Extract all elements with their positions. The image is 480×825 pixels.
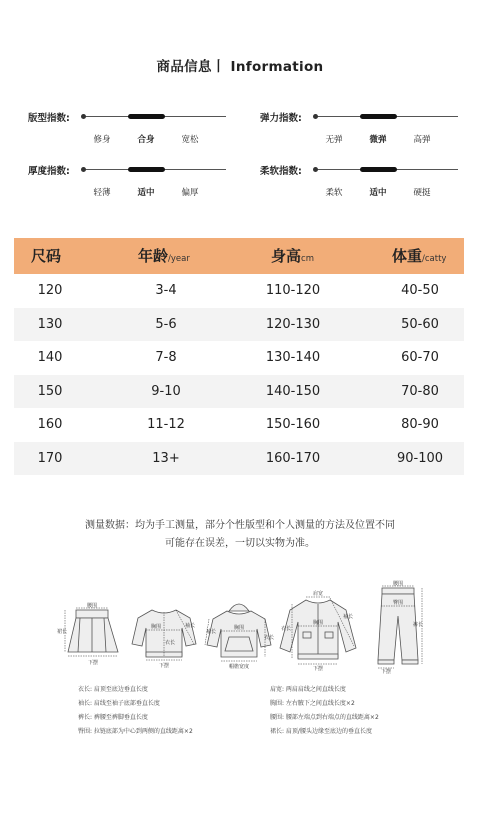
measurement-captions-left xyxy=(78,683,193,739)
jacket-length-label: 衣长 xyxy=(280,626,292,632)
cell-age: 3-4 xyxy=(155,283,177,298)
thickness-index-option: 偏厚 xyxy=(181,188,199,198)
jacket-hem-label: 下摆 xyxy=(312,666,324,672)
cell-height: 140-150 xyxy=(265,383,321,399)
fit-index-indicator xyxy=(128,114,165,119)
cell-size: 160 xyxy=(37,417,63,432)
fit-index-option-selected: 合身 xyxy=(137,135,155,145)
cell-size: 150 xyxy=(37,383,63,399)
elasticity-index-label: 弹力指数: xyxy=(260,113,302,124)
cell-size: 130 xyxy=(37,316,63,332)
cell-age: 7-8 xyxy=(155,350,177,365)
fit-index-option: 修身 xyxy=(93,135,111,145)
pants-hem-label: 下摆 xyxy=(380,669,392,675)
measurement-note-line2: 可能存在误差，一切以实物为准。 xyxy=(165,538,315,549)
header-weight: 体重/catty xyxy=(392,247,447,265)
cell-weight: 40-50 xyxy=(401,283,439,298)
hoodie-sleeve-label: 袖长 xyxy=(205,629,217,635)
fit-index-option: 宽松 xyxy=(181,135,199,145)
softness-index-option: 硬挺 xyxy=(413,188,431,198)
measurement-captions-right xyxy=(270,683,379,739)
softness-index-option-selected: 适中 xyxy=(369,188,387,198)
cell-weight: 90-100 xyxy=(396,450,444,466)
softness-index xyxy=(260,163,460,223)
hoodie-hem-label: 帽檐宽度 xyxy=(228,664,250,670)
cell-height: 150-160 xyxy=(265,417,321,432)
sweatshirt-length-label: 衣长 xyxy=(164,640,176,646)
cell-height: 160-170 xyxy=(265,450,321,466)
softness-index-label: 柔软指数: xyxy=(260,166,302,177)
cell-age: 9-10 xyxy=(151,383,181,399)
caption-left: 袖长: 肩线至袖子底部垂直长度 xyxy=(78,700,160,707)
page-title: 商品信息丨 Information xyxy=(156,59,324,75)
size-table-body xyxy=(14,274,464,475)
pants-waist-label: 腰围 xyxy=(392,581,404,587)
cell-height: 110-120 xyxy=(265,283,321,298)
cell-age: 13+ xyxy=(152,450,180,466)
elasticity-index-option: 高弹 xyxy=(413,135,431,145)
pants-diagram xyxy=(368,582,428,674)
thickness-index-start-dot xyxy=(81,167,86,172)
elasticity-index-option: 无弹 xyxy=(325,135,343,145)
measurement-note-line1: 测量数据：均为手工测量，部分个性版型和个人测量的方法及位置不同 xyxy=(85,520,395,531)
jacket-chest-label: 胸围 xyxy=(312,620,324,626)
fit-index-label: 版型指数: xyxy=(28,113,70,124)
size-table xyxy=(14,238,464,475)
sweatshirt-chest-label: 胸围 xyxy=(150,624,162,630)
fit-index xyxy=(28,110,228,170)
cell-weight: 70-80 xyxy=(401,383,439,399)
cell-height: 120-130 xyxy=(265,316,321,332)
caption-left: 臀围: 拉链底部为中心到两侧的直线距离×2 xyxy=(78,728,193,735)
caption-left: 衣长: 肩顶至底边垂直长度 xyxy=(78,686,148,693)
caption-right: 裙长: 肩顶/腰头边缘至底边的垂直长度 xyxy=(270,728,372,735)
skirt-length-label: 裙长 xyxy=(56,629,68,635)
elasticity-index-start-dot xyxy=(313,114,318,119)
pants-hip-label: 臀围 xyxy=(392,600,404,606)
softness-index-start-dot xyxy=(313,167,318,172)
skirt-waist-label: 腰围 xyxy=(86,603,98,609)
cell-size: 120 xyxy=(37,283,63,298)
header-age: 年龄/year xyxy=(138,247,190,265)
thickness-index-label: 厚度指数: xyxy=(28,166,70,177)
elasticity-index-indicator xyxy=(360,114,397,119)
softness-index-indicator xyxy=(360,167,397,172)
cell-age: 5-6 xyxy=(155,316,177,332)
pants-length-label: 裤长 xyxy=(412,622,424,628)
table-row xyxy=(14,308,464,342)
header-height: 身高cm xyxy=(271,247,314,265)
skirt-diagram xyxy=(58,600,128,672)
elasticity-index xyxy=(260,110,460,170)
jacket-sleeve-label: 袖长 xyxy=(342,614,354,620)
cell-size: 140 xyxy=(37,350,63,365)
thickness-index-indicator xyxy=(128,167,165,172)
caption-right: 腰围: 腰部左端点到右端点的直线距离×2 xyxy=(270,714,379,721)
skirt-hem-label: 下摆 xyxy=(87,660,99,666)
table-row xyxy=(14,408,464,442)
softness-index-option: 柔软 xyxy=(325,188,343,198)
size-table-header xyxy=(14,238,464,274)
table-row xyxy=(14,375,464,409)
cell-height: 130-140 xyxy=(265,350,321,365)
elasticity-index-option-selected: 微弹 xyxy=(369,135,387,145)
caption-left: 裤长: 裤腰至裤脚垂直长度 xyxy=(78,714,148,721)
table-row xyxy=(14,274,464,308)
sweatshirt-diagram xyxy=(128,600,200,672)
cell-weight: 80-90 xyxy=(401,417,439,432)
sweatshirt-sleeve-label: 袖长 xyxy=(184,623,196,629)
jacket-shoulder-label: 肩宽 xyxy=(312,591,324,597)
sweatshirt-hem-label: 下摆 xyxy=(158,663,170,669)
caption-right: 胸围: 左右腋下之间直线长度×2 xyxy=(270,700,355,707)
fit-index-start-dot xyxy=(81,114,86,119)
jacket-diagram xyxy=(276,588,360,672)
hoodie-chest-label: 胸围 xyxy=(233,625,245,631)
cell-size: 170 xyxy=(37,450,63,466)
thickness-index-option-selected: 适中 xyxy=(137,188,155,198)
table-row xyxy=(14,442,464,476)
thickness-index xyxy=(28,163,228,223)
cell-weight: 60-70 xyxy=(401,350,439,365)
hoodie-length-label: 衣长 xyxy=(263,635,275,641)
cell-weight: 50-60 xyxy=(401,316,439,332)
thickness-index-option: 轻薄 xyxy=(93,188,111,198)
table-row xyxy=(14,341,464,375)
header-size: 尺码 xyxy=(31,247,62,265)
caption-right: 肩宽: 两肩肩线之间直线长度 xyxy=(270,686,346,693)
hoodie-diagram xyxy=(203,597,275,672)
cell-age: 11-12 xyxy=(147,417,185,432)
